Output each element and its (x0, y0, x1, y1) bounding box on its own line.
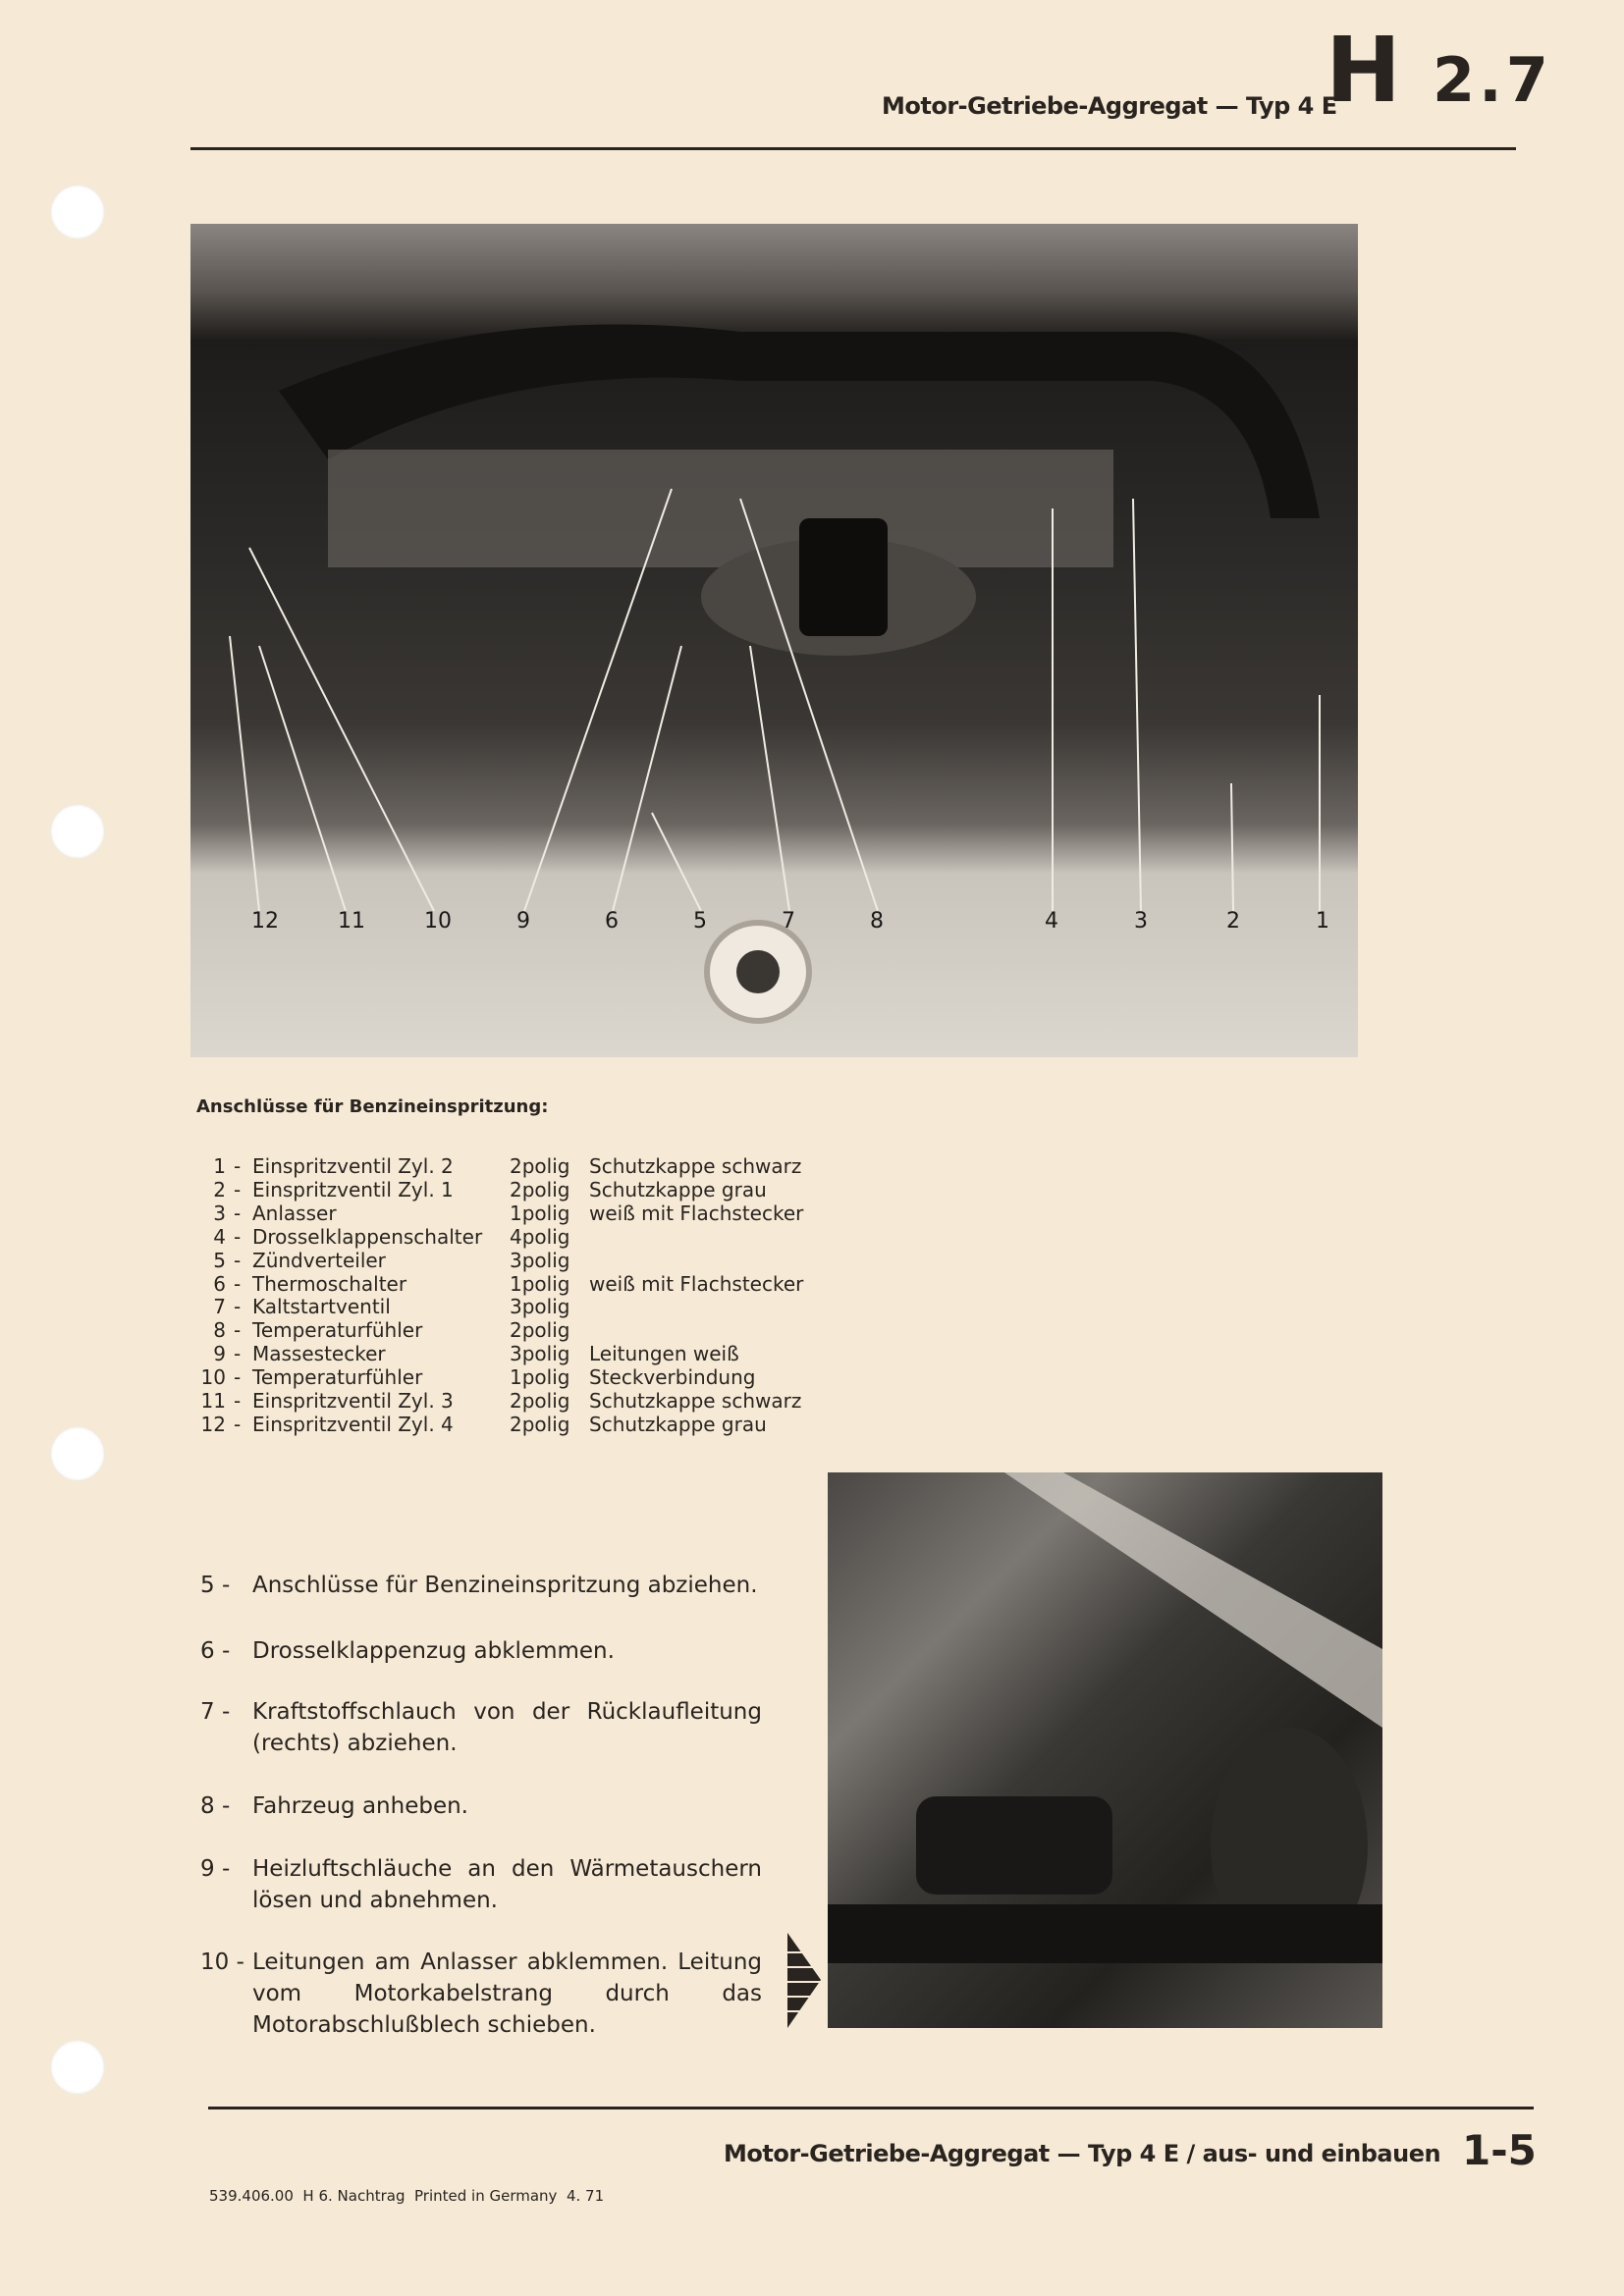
row-note: weiß mit Flachstecker (589, 1201, 804, 1225)
row-note: Steckverbindung (589, 1365, 756, 1390)
row-dash: - (234, 1271, 242, 1296)
instruction-step (200, 1947, 762, 2041)
row-dash: - (234, 1248, 242, 1272)
row-name: Temperaturfühler (252, 1365, 423, 1390)
row-number: 4 (213, 1224, 226, 1249)
row-poles: 2polig (510, 1154, 570, 1178)
row-poles: 2polig (510, 1389, 570, 1413)
callout-11: 11 (338, 909, 365, 934)
row-note: Schutzkappe grau (589, 1177, 767, 1201)
step-number: 7 - (200, 1699, 231, 1725)
row-dash: - (234, 1295, 242, 1319)
row-number: 10 (200, 1365, 226, 1390)
row-poles: 3polig (510, 1295, 570, 1319)
step-text: Kraftstoffschlauch von der Rücklaufleitung (rechts) abziehen. (252, 1699, 762, 1756)
step-number: 10 - (200, 1949, 244, 1975)
row-note: weiß mit Flachstecker (589, 1271, 804, 1296)
row-name: Zündverteiler (252, 1248, 386, 1272)
row-name: Einspritzventil Zyl. 1 (252, 1177, 454, 1201)
row-poles: 1polig (510, 1365, 570, 1390)
step-text: Anschlüsse für Benzineinspritzung abziehen. (252, 1573, 758, 1598)
row-dash: - (234, 1365, 242, 1390)
row-name: Drosselklappenschalter (252, 1224, 483, 1249)
instruction-step (200, 1853, 762, 1916)
row-dash: - (234, 1154, 242, 1178)
callout-10: 10 (424, 909, 452, 934)
section-letter: H (1326, 18, 1401, 123)
row-name: Einspritzventil Zyl. 3 (252, 1389, 454, 1413)
row-dash: - (234, 1389, 242, 1413)
header-rule (190, 147, 1516, 150)
callout-2: 2 (1226, 909, 1240, 934)
instruction-step (200, 1570, 762, 1601)
instruction-step (200, 1790, 762, 1822)
step-text: Fahrzeug anheben. (252, 1793, 468, 1819)
row-dash: - (234, 1224, 242, 1249)
instruction-step (200, 1696, 762, 1759)
row-note: Schutzkappe grau (589, 1412, 767, 1436)
section-subnumber: 2.7 (1433, 44, 1552, 116)
row-name: Kaltstartventil (252, 1295, 391, 1319)
instruction-step (200, 1635, 762, 1667)
callout-8: 8 (870, 909, 884, 934)
row-number: 8 (213, 1318, 226, 1343)
step-text: Drosselklappenzug abklemmen. (252, 1638, 615, 1664)
callout-5: 5 (693, 909, 707, 934)
row-poles: 2polig (510, 1412, 570, 1436)
footer-imprint: 539.406.00 H 6. Nachtrag Printed in Germany 4. 71 (209, 2187, 605, 2205)
row-dash: - (234, 1318, 242, 1343)
callout-1: 1 (1316, 909, 1329, 934)
row-dash: - (234, 1201, 242, 1225)
punch-hole (50, 185, 105, 240)
row-poles: 2polig (510, 1177, 570, 1201)
row-number: 7 (213, 1295, 226, 1319)
step-number: 8 - (200, 1793, 231, 1819)
row-number: 3 (213, 1201, 226, 1225)
step-text: Leitungen am Anlasser abklemmen. Leitung vom Motorkabelstrang durch das Motorabschlußblech schieben. (252, 1949, 762, 2038)
row-note: Leitungen weiß (589, 1342, 739, 1366)
callout-12: 12 (251, 909, 279, 934)
callout-6: 6 (605, 909, 619, 934)
row-name: Thermoschalter (252, 1271, 407, 1296)
footer-rule (208, 2107, 1534, 2109)
row-dash: - (234, 1177, 242, 1201)
step-number: 5 - (200, 1573, 231, 1598)
step-text: Heizluftschläuche an den Wärmetauschern lösen und abnehmen. (252, 1856, 762, 1913)
row-note: Schutzkappe schwarz (589, 1154, 802, 1178)
row-number: 9 (213, 1342, 226, 1366)
punch-hole (50, 1426, 105, 1481)
page-number: 1-5 (1462, 2126, 1537, 2174)
callout-9: 9 (516, 909, 530, 934)
row-note: Schutzkappe schwarz (589, 1389, 802, 1413)
starter-photo-illustration (828, 1472, 1382, 2028)
row-number: 2 (213, 1177, 226, 1201)
row-name: Einspritzventil Zyl. 4 (252, 1412, 454, 1436)
row-name: Einspritzventil Zyl. 2 (252, 1154, 454, 1178)
row-number: 11 (200, 1389, 226, 1413)
continue-arrow-icon (787, 1933, 821, 2028)
engine-photo (190, 224, 1358, 1057)
step-number: 6 - (200, 1638, 231, 1664)
row-name: Massestecker (252, 1342, 386, 1366)
step-number: 9 - (200, 1856, 231, 1882)
row-number: 5 (213, 1248, 226, 1272)
row-dash: - (234, 1412, 242, 1436)
row-poles: 3polig (510, 1248, 570, 1272)
callout-4: 4 (1045, 909, 1058, 934)
row-poles: 1polig (510, 1201, 570, 1225)
row-poles: 4polig (510, 1224, 570, 1249)
row-poles: 1polig (510, 1271, 570, 1296)
callout-7: 7 (782, 909, 795, 934)
callout-3: 3 (1134, 909, 1148, 934)
row-number: 6 (213, 1271, 226, 1296)
row-name: Temperaturfühler (252, 1318, 423, 1343)
engine-photo-illustration (190, 224, 1358, 1057)
section-number (1326, 18, 1552, 123)
starter-photo (828, 1472, 1382, 2028)
footer-title: Motor-Getriebe-Aggregat — Typ 4 E / aus- und einbauen (724, 2140, 1441, 2167)
row-dash: - (234, 1342, 242, 1366)
row-number: 1 (213, 1154, 226, 1178)
punch-hole (50, 804, 105, 859)
punch-hole (50, 2040, 105, 2095)
row-poles: 3polig (510, 1342, 570, 1366)
row-poles: 2polig (510, 1318, 570, 1343)
header-title: Motor-Getriebe-Aggregat — Typ 4 E (882, 92, 1337, 120)
row-name: Anlasser (252, 1201, 337, 1225)
connections-heading: Anschlüsse für Benzineinspritzung: (196, 1096, 549, 1117)
row-number: 12 (200, 1412, 226, 1436)
